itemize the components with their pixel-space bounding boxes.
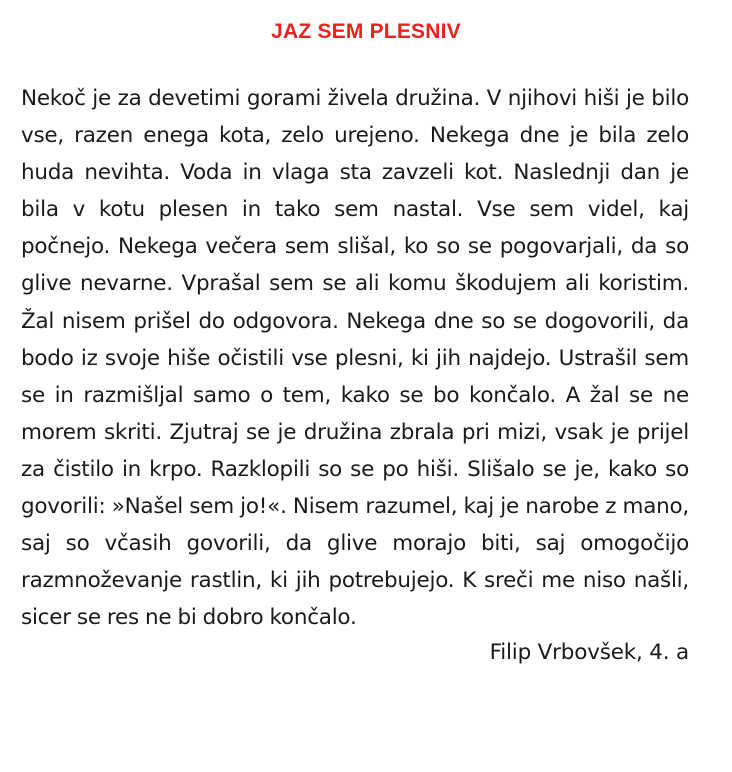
author-signature: Filip Vrbovšek, 4. a — [489, 640, 689, 666]
story-paragraph: Nekoč je za devetimi gorami živela družina. V njihovi hiši je bilo vse, razen enega kota, zelo urejeno. Nekega dne je bila zelo huda nevihta. Voda in vlaga sta zavzeli kot. Naslednji dan je bila v kotu plesen in tako sem nastal. Vse sem videl, kaj počnejo. Nekega večera sem slišal, ko so se pogovarjali, da so glive nevarne. Vprašal sem se ali komu škodujem ali koristim. Žal nisem prišel do odgovora. Nekega dne so se dogovorili, da bodo iz svoje hiše očistili vse plesni, ki jih najdejo. Ustrašil sem se in razmišljal samo o tem, kako se bo končalo. A žal se ne morem skriti. Zjutraj se je družina zbrala pri mizi, vsak je prijel za čistilo in krpo. Razklopili so se po hiši. Slišalo se je, kako so govorili: »Našel sem jo!«. Nisem razumel, kaj je narobe z mano, saj so včasih govorili, da glive morajo biti, saj omogočijo razmnoževanje rastlin, ki jih potrebujejo. K sreči me niso našli, sicer se res ne bi dobro končalo. — [21, 86, 689, 631]
document-title: JAZ SEM PLESNIV — [271, 20, 461, 43]
